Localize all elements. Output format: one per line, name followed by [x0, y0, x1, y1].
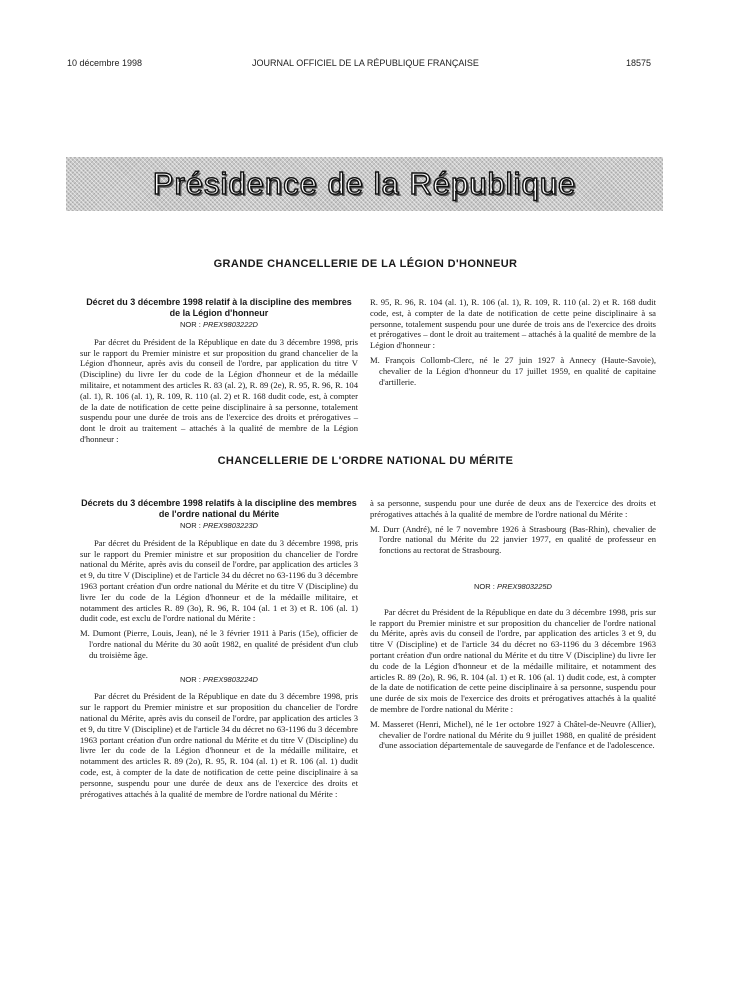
header-page-number: 18575 — [626, 58, 652, 68]
nor-label: NOR : — [180, 674, 201, 684]
decree-title: Décret du 3 décembre 1998 relatif à la discipline des membres de la Légion d'honneur — [86, 297, 352, 318]
decree-paragraph: Par décret du Président de la République en date du 3 décembre 1998, pris sur le rapport du Premier ministre et sur proposition du chancelier de l'ordre national du Mérite, après avis du conseil de l'ordre, par application des articles 3 et 9, du titre V (Discipline) et de l'article 34 du décret no 63-1196 du 3 décembre 1963 portant création d'un ordre national du Mérite et du titre V (Discipline) du livre Ier du code de la Légion d'honneur et de la médaille militaire, et notamment des articles R. 89 (2o), R. 96, R. 104 (al. 1) et R. 106 (al. 1) dudit code, est, à compter de la date de notification de cette peine disciplinaire à sa personne, suspendu pour une durée de six mois de l'exercice des droits et prérogatives attachés à la qualité de membre de l'ordre national du Mérite : — [370, 606, 656, 714]
header-journal-title: JOURNAL OFFICIEL DE LA RÉPUBLIQUE FRANÇAISE — [252, 58, 479, 68]
section2-left-column — [80, 498, 358, 799]
member-entry: M. Durr (André), né le 7 novembre 1926 à Strasbourg (Bas-Rhin), chevalier de l'ordre national du Mérite du 22 janvier 1977, en qualité de professeur en fonctions au rectorat de Strasbourg. — [370, 523, 656, 556]
nor-label: NOR : — [474, 581, 495, 591]
section-heading-legion-honneur: GRANDE CHANCELLERIE DE LA LÉGION D'HONNEUR — [213, 258, 518, 270]
decree-continuation: à sa personne, suspendu pour une durée de deux ans de l'exercice des droits et prérogatives attachés à la qualité de membre de l'ordre national du Mérite : — [370, 498, 656, 519]
banner-title: Présidence de la République — [152, 166, 577, 201]
section2-right-column — [370, 498, 656, 755]
nor-reference — [80, 675, 358, 686]
member-entry: M. Dumont (Pierre, Louis, Jean), né le 3 février 1911 à Paris (15e), officier de l'ordre national du Mérite du 30 août 1982, en qualité de président d'un club du troisième âge. — [80, 628, 358, 660]
decree-paragraph: Par décret du Président de la République en date du 3 décembre 1998, pris sur le rapport du Premier ministre et sur proposition du chancelier de l'ordre national du Mérite, après avis du conseil de l'ordre, par application des articles 3 et 9, du titre V (Discipline) et de l'article 34 du décret no 63-1196 du 3 décembre 1963 portant création d'un ordre national du Mérite et du titre V (Discipline) du livre Ier du code de la Légion d'honneur et de la médaille militaire, et notamment des articles R. 89 (2o), R. 95, R. 104 (al. 1) et R. 106 (al. 1) dudit code, est, à compter de la date de notification de cette peine disciplinaire à sa personne, suspendu pour une durée de deux ans de l'exercice des droits et prérogatives attachés à la qualité de membre de l'ordre national du Mérite : — [80, 691, 358, 799]
decree-paragraph: Par décret du Président de la République en date du 3 décembre 1998, pris sur le rapport du Premier ministre et sur proposition du grand chancelier de la Légion d'honneur, après avis du conseil de l'ordre, par application du titre V (Discipline) du livre Ier du code de la Légion d'honneur et de la médaille militaire, et notamment des articles R. 83 (al. 2), R. 89 (2e), R. 95, R. 96, R. 104 (al. 1), R. 106 (al. 1), R. 109, R. 110 (al. 2) et R. 168 dudit code, est, à compter de la date de notification de cette peine disciplinaire à sa personne, totalement suspendu pour une durée de trois ans de l'exercice des droits et prérogatives – dont le droit au traitement – attachés à la qualité de membre de la Légion d'honneur : — [80, 336, 358, 444]
nor-label: NOR : — [180, 521, 201, 530]
nor-reference — [80, 521, 358, 532]
header-date: 10 décembre 1998 — [67, 58, 143, 68]
presidence-banner — [66, 157, 663, 211]
nor-code: PREX9803225D — [496, 581, 552, 591]
section-heading-ordre-merite: CHANCELLERIE DE L'ORDRE NATIONAL DU MÉRITE — [217, 455, 514, 467]
section1-left-column — [80, 297, 358, 444]
nor-reference — [370, 582, 656, 593]
section1-right-column — [370, 297, 656, 391]
nor-code: PREX9803224D — [202, 674, 258, 684]
nor-code: PREX9803222D — [202, 320, 258, 329]
nor-code: PREX9803223D — [202, 521, 258, 530]
decree-title: Décrets du 3 décembre 1998 relatifs à la discipline des membres de l'ordre national du Mérite — [81, 498, 357, 519]
nor-reference — [80, 320, 358, 331]
member-entry: M. Masseret (Henri, Michel), né le 1er octobre 1927 à Châtel-de-Neuvre (Allier), chevalier de l'ordre national du Mérite du 9 juillet 1988, en qualité de président d'une association départementale de sauvegarde de l'enfance et de l'adolescence. — [370, 718, 656, 751]
decree-continuation: R. 95, R. 96, R. 104 (al. 1), R. 106 (al. 1), R. 109, R. 110 (al. 2) et R. 168 dudit code, est, à compter de la date de notification de cette peine disciplinaire à sa personne, totalement suspendu pour une durée de trois ans de l'exercice des droits et prérogatives – dont le droit au traitement – attachés à la qualité de membre de la Légion d'honneur : — [370, 297, 656, 351]
member-entry: M. François Collomb-Clerc, né le 27 juin 1927 à Annecy (Haute-Savoie), chevalier de la Légion d'honneur du 17 juillet 1959, en qualité de capitaine d'artillerie. — [370, 354, 656, 387]
nor-label: NOR : — [180, 320, 201, 329]
decree-paragraph: Par décret du Président de la République en date du 3 décembre 1998, pris sur le rapport du Premier ministre et sur proposition du chancelier de l'ordre national du Mérite, après avis du conseil de l'ordre, par application des articles 3 et 9, du titre V (Discipline) et de l'article 34 du décret no 63-1196 du 3 décembre 1963 portant création d'un ordre national du Mérite et du titre V (Discipline) du livre Ier du code de la Légion d'honneur et de la médaille militaire, et notamment des articles R. 89 (3o), R. 96, R. 104 (al. 1 et 3) et R. 106 (al. 1) dudit code, est exclu de l'ordre national du Mérite : — [80, 537, 358, 624]
